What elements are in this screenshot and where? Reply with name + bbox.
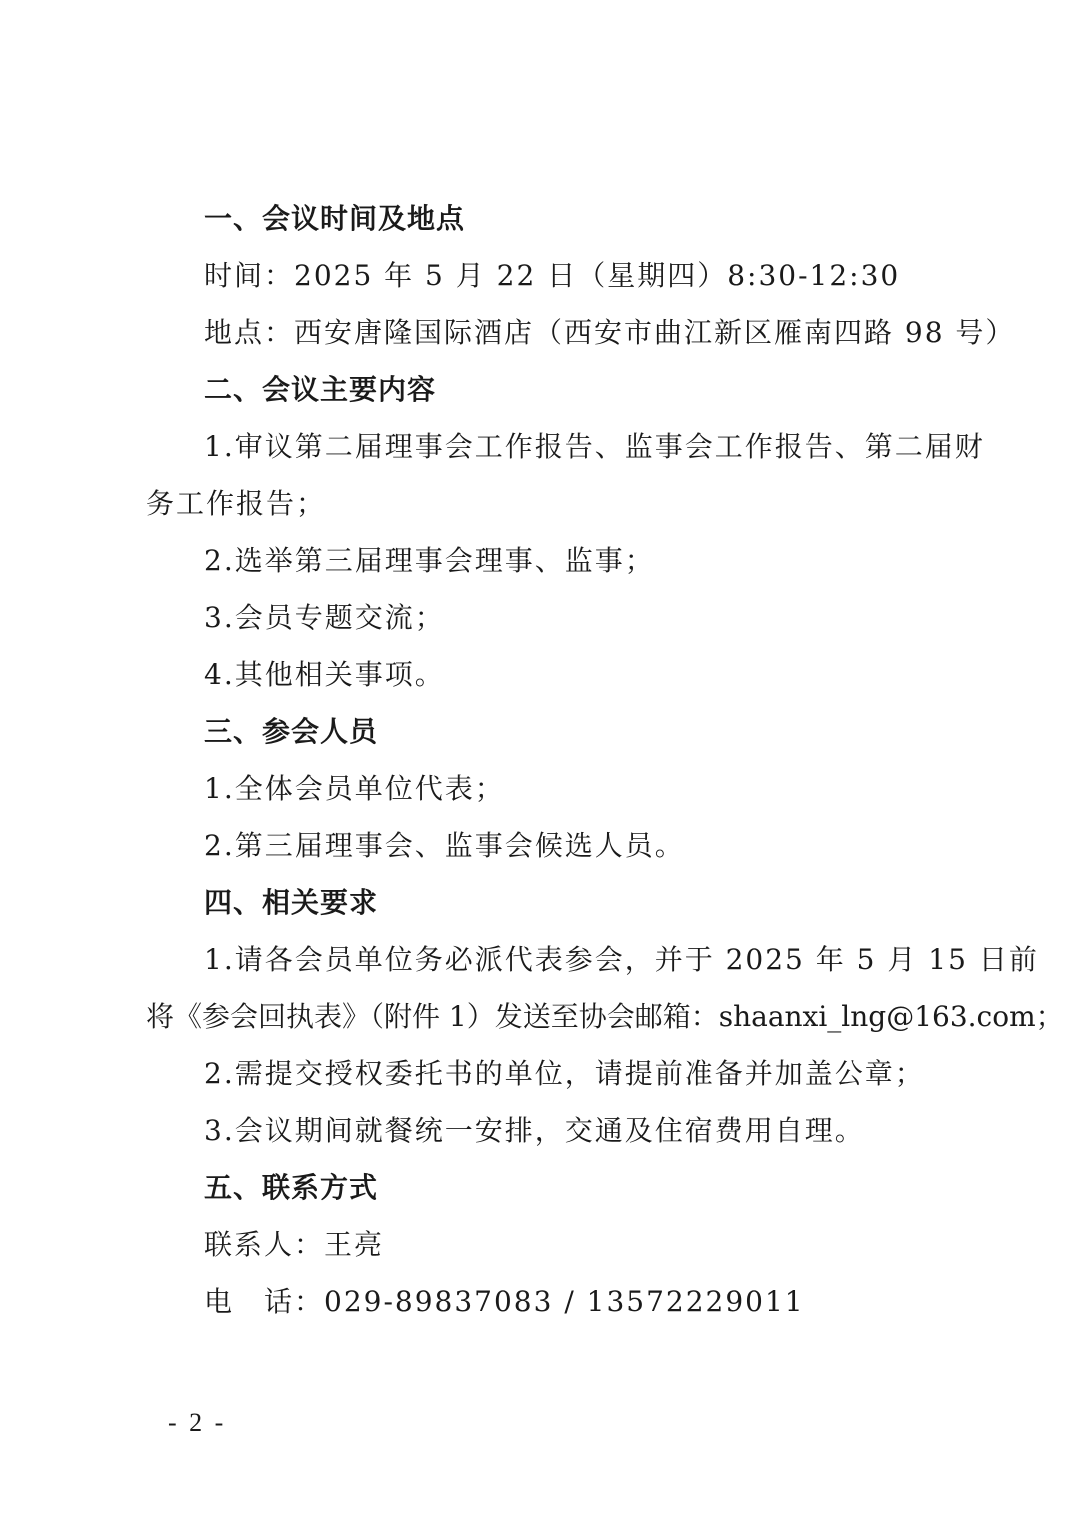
requirement-item-2: 2.需提交授权委托书的单位，请提前准备并加盖公章； (204, 1057, 925, 1090)
attendee-item-1: 1.全体会员单位代表； (204, 772, 505, 805)
meeting-time: 时间：2025 年 5 月 22 日（星期四）8:30-12:30 (204, 259, 901, 292)
meeting-location: 地点：西安唐隆国际酒店（西安市曲江新区雁南四路 98 号） (204, 316, 1016, 349)
content-item-1-line-1: 1.审议第二届理事会工作报告、监事会工作报告、第二届财 (204, 430, 985, 463)
content-item-2: 2.选举第三届理事会理事、监事； (204, 544, 655, 577)
requirement-item-3: 3.会议期间就餐统一安排，交通及住宿费用自理。 (204, 1114, 865, 1147)
page-number: - 2 - (168, 1408, 227, 1437)
requirement-item-1-line-2: 将《参会回执表》（附件 1）发送至协会邮箱：shaanxi_lng@163.com； (146, 1000, 1064, 1033)
contact-phone: 电 话：029-89837083 / 13572229011 (204, 1285, 805, 1318)
content-item-3: 3.会员专题交流； (204, 601, 445, 634)
section-heading-attendees: 三、参会人员 (204, 715, 379, 748)
content-item-4: 4.其他相关事项。 (204, 658, 445, 691)
requirement-item-1-line-1: 1.请各会员单位务必派代表参会，并于 2025 年 5 月 15 日前 (204, 943, 1039, 976)
section-heading-contact: 五、联系方式 (204, 1171, 379, 1204)
section-heading-main-content: 二、会议主要内容 (204, 373, 437, 406)
content-item-1-line-2: 务工作报告； (146, 487, 327, 520)
section-heading-requirements: 四、相关要求 (204, 886, 379, 919)
contact-person: 联系人：王亮 (204, 1228, 385, 1261)
section-heading-meeting-time-place: 一、会议时间及地点 (204, 202, 466, 235)
attendee-item-2: 2.第三届理事会、监事会候选人员。 (204, 829, 685, 862)
